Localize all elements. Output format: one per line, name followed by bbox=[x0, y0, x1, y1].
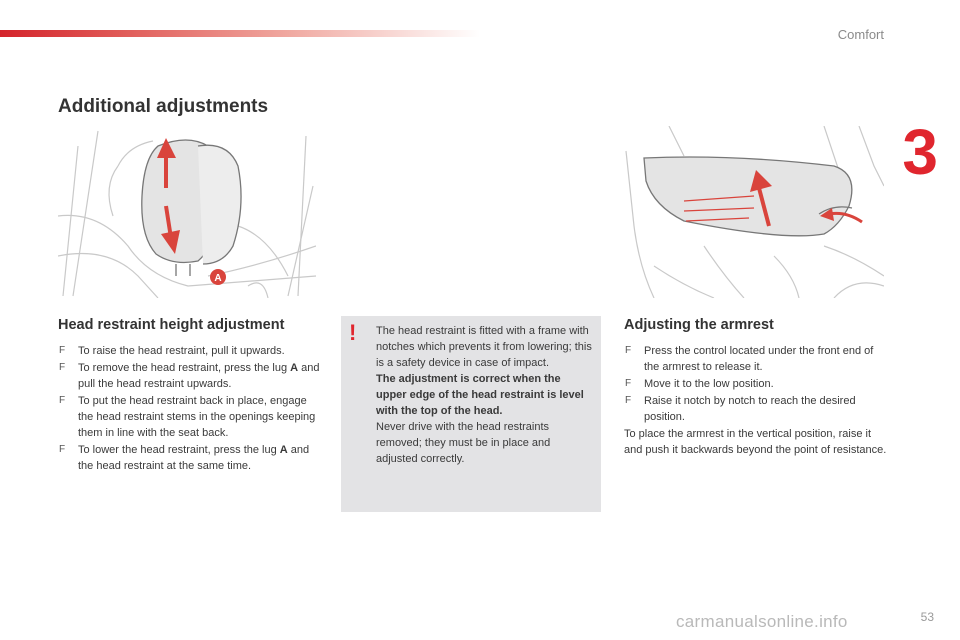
armrest-vertical-paragraph: To place the armrest in the vertical position, raise it and push it backwards beyond the point of resistance. bbox=[624, 428, 887, 456]
list-item: F To lower the head restraint, press the lug A and the head restraint at the same time. bbox=[59, 444, 310, 472]
head-restraint-heading: Head restraint height adjustment bbox=[58, 317, 285, 333]
armrest-drawing bbox=[624, 126, 884, 298]
list-item: F To remove the head restraint, press the lug A and pull the head restraint upwards. bbox=[59, 362, 320, 390]
head-restraint-section bbox=[58, 317, 320, 475]
armrest-illustration bbox=[624, 126, 884, 298]
bullet-icon: F bbox=[625, 395, 632, 406]
chapter-number: 3 bbox=[902, 116, 938, 188]
armrest-section bbox=[624, 317, 888, 458]
head-restraint-illustration bbox=[58, 126, 316, 298]
bullet-icon: F bbox=[59, 444, 66, 455]
header-accent-bar bbox=[0, 30, 480, 37]
list-item: F To put the head restraint back in place, engage the head restraint stems in the openings keeping them in line with the seat back. bbox=[59, 395, 316, 439]
bullet-icon: F bbox=[625, 345, 632, 356]
head-restraint-drawing bbox=[58, 126, 316, 298]
warning-text: The head restraint is fitted with a frame with notches which prevents it from lowering; this is a safety device in case of impact. The adjustment is correct when the upper edge of the head restraint is level with the top of the head. Never drive with the head restraints removed; they must be in place and adjusted correctly. bbox=[376, 325, 592, 465]
section-label: Comfort bbox=[837, 27, 884, 42]
list-item: F Move it to the low position. bbox=[625, 378, 774, 390]
lug-a-marker bbox=[210, 269, 226, 285]
bullet-icon: F bbox=[625, 378, 632, 389]
list-item: F To raise the head restraint, pull it upwards. bbox=[59, 345, 285, 357]
bullet-icon: F bbox=[59, 345, 66, 356]
bullet-icon: F bbox=[59, 362, 66, 373]
page-number: 53 bbox=[920, 610, 934, 624]
bullet-icon: F bbox=[59, 395, 66, 406]
watermark: carmanualsonline.info bbox=[676, 612, 848, 631]
armrest-list bbox=[624, 343, 888, 425]
page-title: Additional adjustments bbox=[58, 96, 269, 117]
warning-icon: ! bbox=[349, 320, 357, 345]
list-item: F Raise it notch by notch to reach the desired position. bbox=[625, 395, 856, 423]
armrest-heading: Adjusting the armrest bbox=[624, 317, 774, 333]
list-item: F Press the control located under the front end of the armrest to release it. bbox=[625, 345, 874, 373]
svg-text:A: A bbox=[214, 273, 222, 284]
head-restraint-list bbox=[58, 343, 320, 474]
warning-box bbox=[341, 316, 601, 512]
